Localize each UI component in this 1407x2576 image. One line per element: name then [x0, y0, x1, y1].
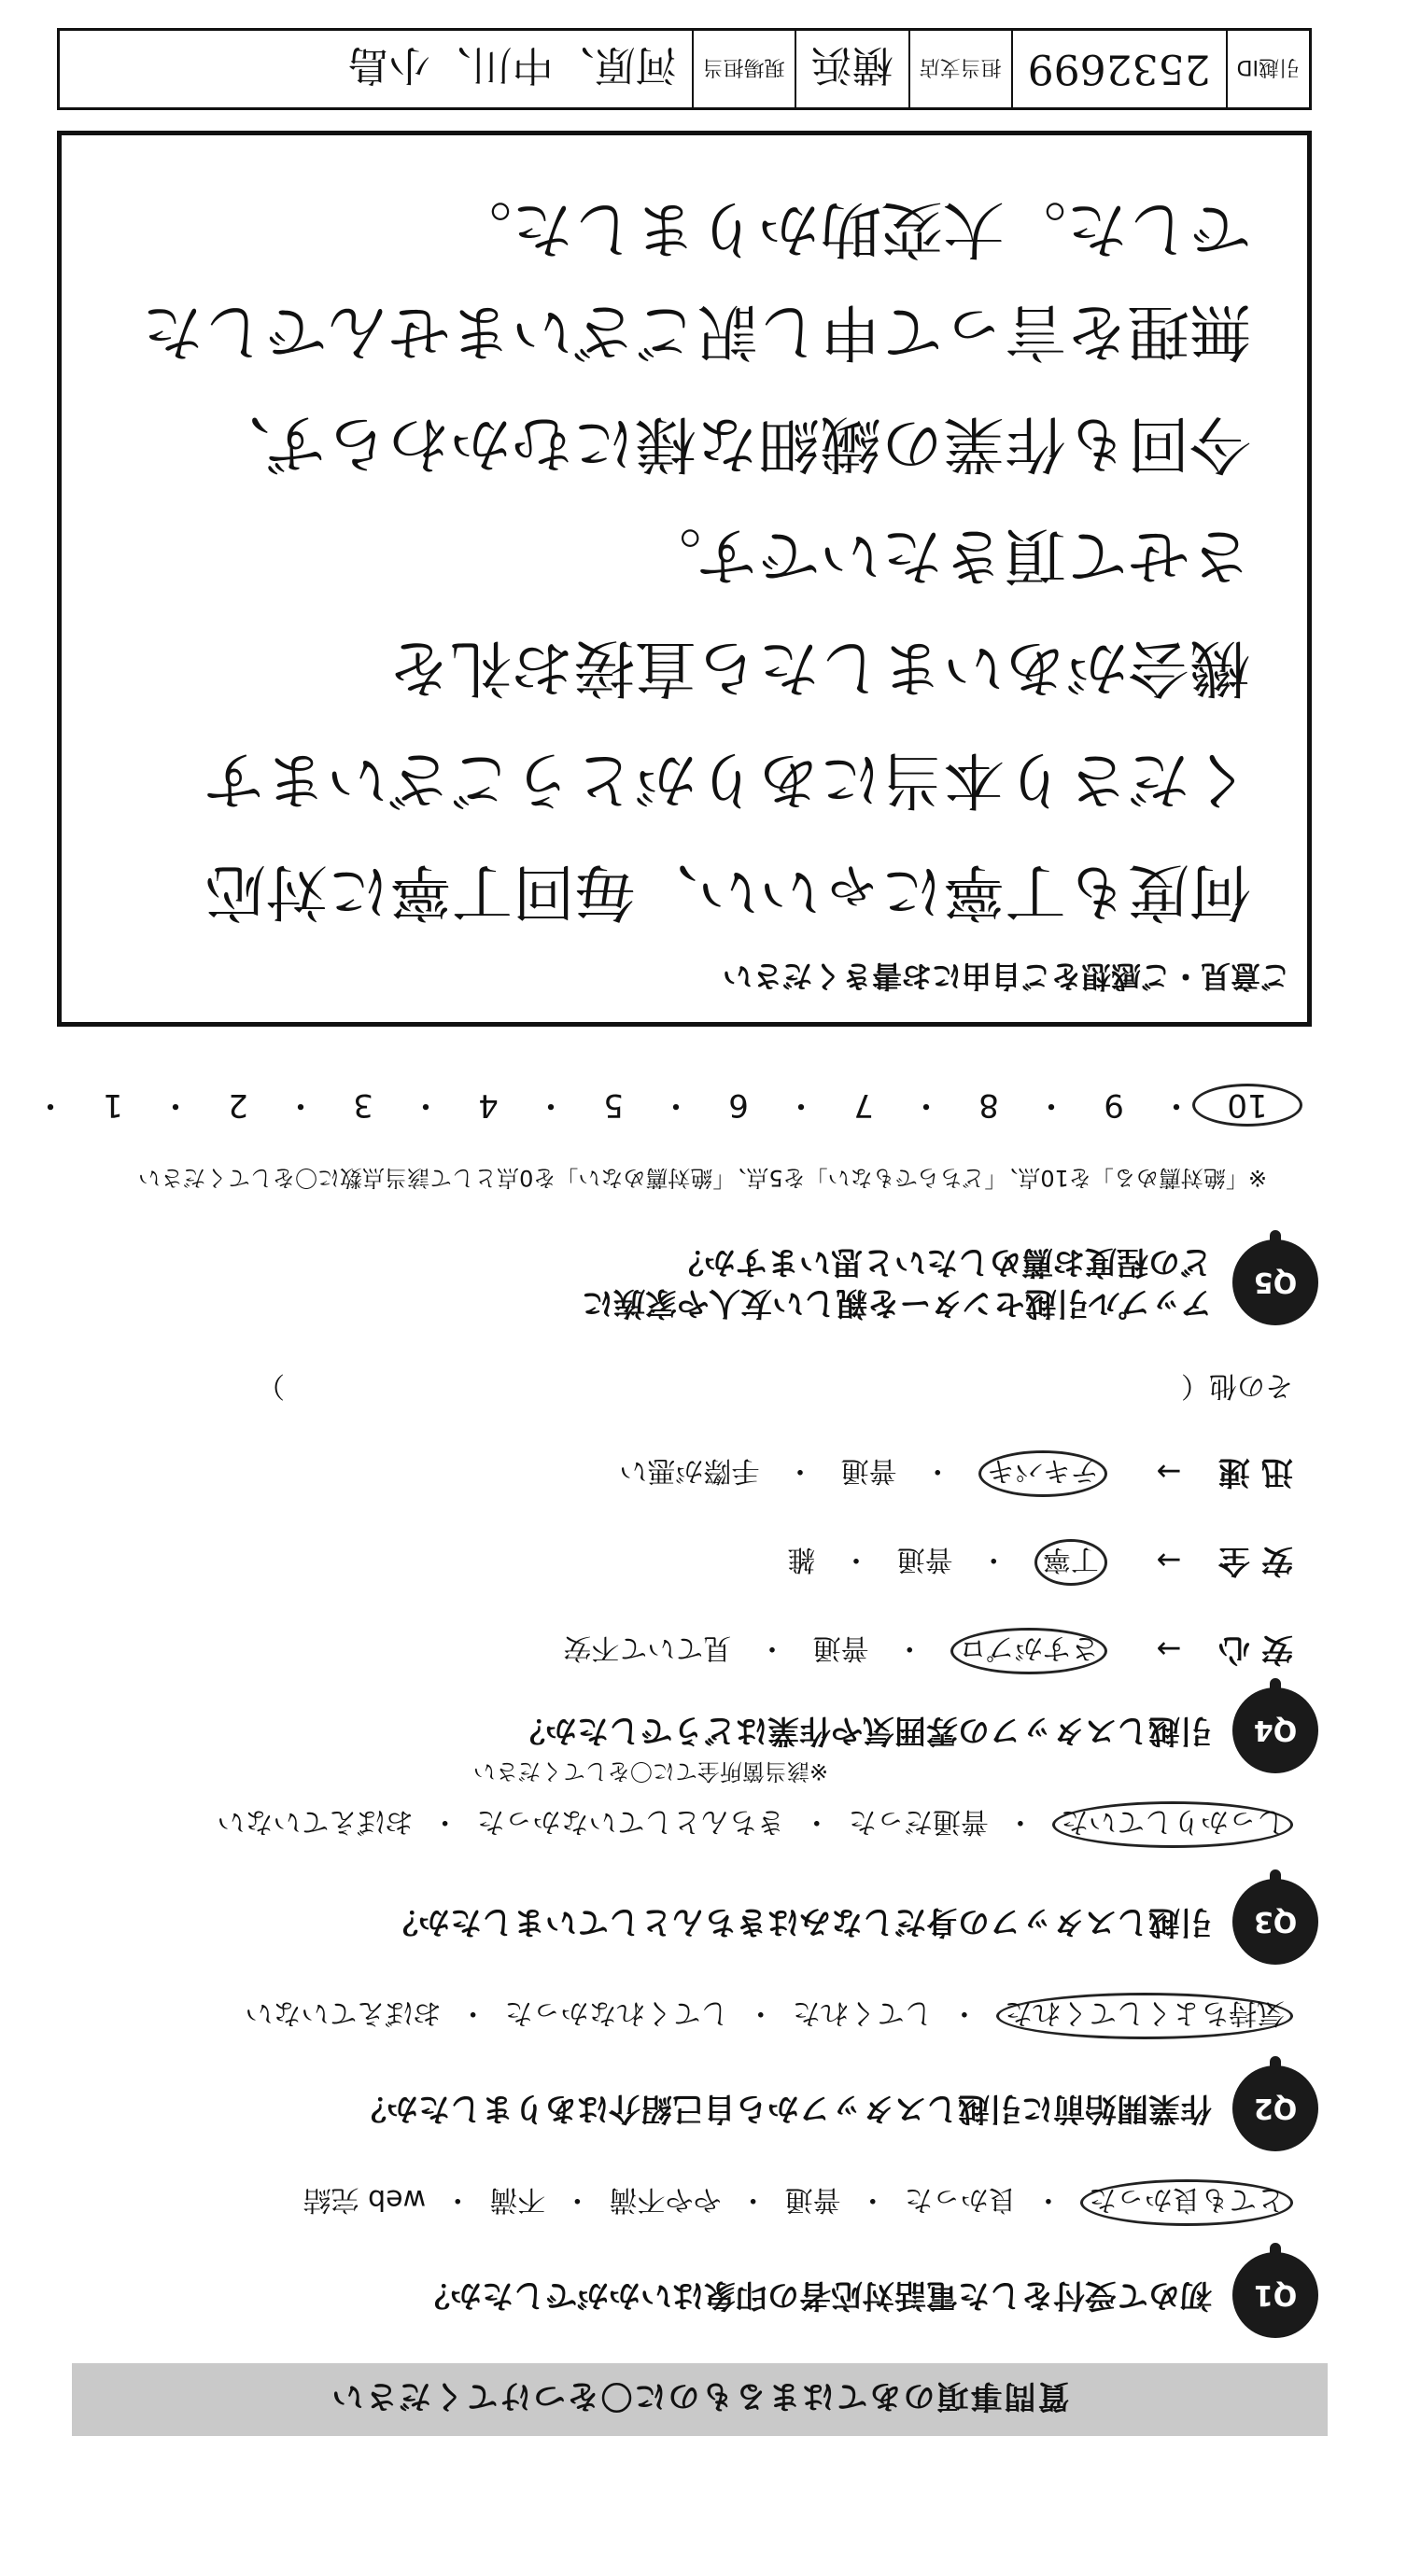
- score-8[interactable]: 8: [978, 1086, 999, 1124]
- q3-option-neat[interactable]: しっかりしていた: [1052, 1801, 1293, 1848]
- question-1-text: 初めて受付をした電話対応者の印象はいかがでしたか？: [418, 2276, 1212, 2314]
- q3-option-normal[interactable]: 普通だった: [848, 1805, 989, 1838]
- q2-option-dont-remember[interactable]: おぼえていない: [245, 1996, 442, 2029]
- arrow-right-icon: →: [1156, 1631, 1182, 1667]
- comment-line: させて頂きたいです。: [640, 520, 1251, 592]
- score-9[interactable]: 9: [1104, 1086, 1124, 1124]
- comment-line: 機会があいましたら直接お礼を: [388, 632, 1251, 704]
- question-2: [355, 2065, 1318, 2151]
- q4-anzen-option-careful[interactable]: 丁寧: [1034, 1539, 1107, 1586]
- question-5-text-line1: アップル引越センターを親しい友人や家族に: [582, 1284, 1212, 1322]
- comment-line: でした。大変助かりました。: [450, 193, 1251, 265]
- score-4[interactable]: 4: [478, 1086, 499, 1124]
- q4-other-field[interactable]: その他（ ）: [257, 1369, 1293, 1402]
- comment-line: 何度も丁寧にゃいい、毎回丁寧に対応: [204, 856, 1251, 928]
- question-3: [387, 1879, 1318, 1965]
- field-staff-label: 現場担当: [692, 31, 795, 107]
- q5-badge-icon: Q5: [1232, 1239, 1318, 1325]
- q1-option-good[interactable]: 良かった: [904, 2183, 1017, 2216]
- score-6[interactable]: 6: [728, 1086, 749, 1124]
- question-4-text: 引越しスタッフの雰囲気や作業はどうでしたか？: [514, 1712, 1212, 1749]
- q4-badge-icon: Q4: [1232, 1687, 1318, 1773]
- q1-badge-icon: Q1: [1232, 2252, 1318, 2338]
- q5-score-scale: 10・9・8・7・6・5・4・3・2・1・: [0, 1084, 1302, 1131]
- score-3[interactable]: 3: [353, 1086, 373, 1124]
- score-2[interactable]: 2: [228, 1086, 248, 1124]
- q2-options: 気持ちよくしてくれた ・ してくれた ・ してくれなかった ・ おぼえていない: [245, 1993, 1293, 2039]
- move-id-label: 引越ID: [1226, 31, 1309, 107]
- field-staff-value: 河原、中川、小島: [347, 41, 677, 89]
- q4-anzen-option-normal[interactable]: 普通: [896, 1543, 953, 1575]
- q1-option-unsatisfied[interactable]: 不満: [489, 2183, 546, 2216]
- q2-option-did[interactable]: してくれた: [792, 1996, 933, 2029]
- arrow-right-icon: →: [1156, 1543, 1182, 1578]
- score-10[interactable]: 10: [1192, 1084, 1302, 1127]
- q1-option-very-good[interactable]: とても良かった: [1080, 2179, 1293, 2226]
- q4-anshin-option-uneasy[interactable]: 見ていて不安: [563, 1631, 732, 1664]
- q4-jinsoku-option-normal[interactable]: 普通: [840, 1454, 897, 1487]
- q1-option-web[interactable]: web 完結: [303, 2183, 427, 2216]
- q1-options: とても良かった ・ 良かった ・ 普通 ・ やや不満 ・ 不満 ・ web 完結: [303, 2179, 1293, 2226]
- q5-note: ※「絶対薦める」を10点、「どちらでもない」を5点、「絶対薦めない」を0点として該当点数に〇をしてください: [138, 1165, 1267, 1191]
- staff-info-table: [57, 28, 1312, 110]
- comment-line: 無理を言って申し訳ございませんでした: [142, 296, 1251, 368]
- q4-anshin-option-normal[interactable]: 普通: [812, 1631, 869, 1664]
- q4-row-anzen: 安全 → 丁寧 ・ 普通 ・ 雑: [787, 1539, 1293, 1587]
- instruction-banner: 質問事項のあてはまるものに〇をつけてください: [72, 2363, 1328, 2436]
- q1-option-normal[interactable]: 普通: [784, 2183, 841, 2216]
- q2-option-gladly[interactable]: 気持ちよくしてくれた: [996, 1993, 1293, 2039]
- q3-badge-icon: Q3: [1232, 1879, 1318, 1965]
- q4-note: ※該当箇所全てに〇をしてください: [472, 1758, 828, 1785]
- score-0[interactable]: [0, 1086, 35, 1124]
- q4-jinsoku-option-quick[interactable]: テキパキ: [978, 1450, 1107, 1497]
- score-7[interactable]: 7: [853, 1086, 874, 1124]
- comments-title: ご意見・ご感想をご自由にお書きください: [722, 959, 1290, 994]
- branch-value: 横浜: [795, 31, 908, 107]
- branch-label: 担当支店: [908, 31, 1011, 107]
- q3-option-not-neat[interactable]: きちんとしていなかった: [476, 1805, 785, 1838]
- q4-jinsoku-option-slow[interactable]: 手際が悪い: [619, 1454, 760, 1487]
- q2-badge-icon: Q2: [1232, 2065, 1318, 2151]
- q2-option-did-not[interactable]: してくれなかった: [504, 1996, 729, 2029]
- q4-anzen-option-rough[interactable]: 雑: [787, 1543, 816, 1575]
- question-1: [418, 2252, 1318, 2338]
- question-5: [582, 1239, 1318, 1325]
- q1-option-slightly-unsatisfied[interactable]: やや不満: [609, 2183, 722, 2216]
- q4-row-anshin: 安心 → さすがプロ ・ 普通 ・ 見ていて不安: [563, 1628, 1293, 1675]
- score-5[interactable]: 5: [603, 1086, 624, 1124]
- q4-category-label: 安全: [1207, 1542, 1293, 1579]
- question-2-text: 作業開始前に引越しスタッフから自己紹介はありましたか？: [355, 2090, 1212, 2127]
- q4-category-label: 安心: [1207, 1631, 1293, 1668]
- question-5-text-line2: どの程度お薦めしたいと思いますか？: [672, 1243, 1212, 1281]
- move-id-value: 2532699: [1011, 31, 1226, 107]
- comment-line: くださり本当にありがとうございます: [204, 744, 1251, 816]
- q4-row-jinsoku: 迅速 → テキパキ ・ 普通 ・ 手際が悪い: [619, 1450, 1293, 1498]
- arrow-right-icon: →: [1156, 1454, 1182, 1490]
- comment-line: 今回も作業の繊細な様にむかわらず、: [208, 408, 1251, 480]
- q3-options: しっかりしていた ・ 普通だった ・ きちんとしていなかった ・ おぼえていない: [217, 1801, 1293, 1848]
- comments-box[interactable]: [57, 131, 1312, 1027]
- q3-option-dont-remember[interactable]: おぼえていない: [217, 1805, 414, 1838]
- question-3-text: 引越しスタッフの身だしなみはきちんとしていましたか？: [387, 1903, 1212, 1940]
- q4-anshin-option-pro[interactable]: さすがプロ: [950, 1628, 1107, 1674]
- q4-category-label: 迅速: [1207, 1453, 1293, 1491]
- score-1[interactable]: 1: [103, 1086, 123, 1124]
